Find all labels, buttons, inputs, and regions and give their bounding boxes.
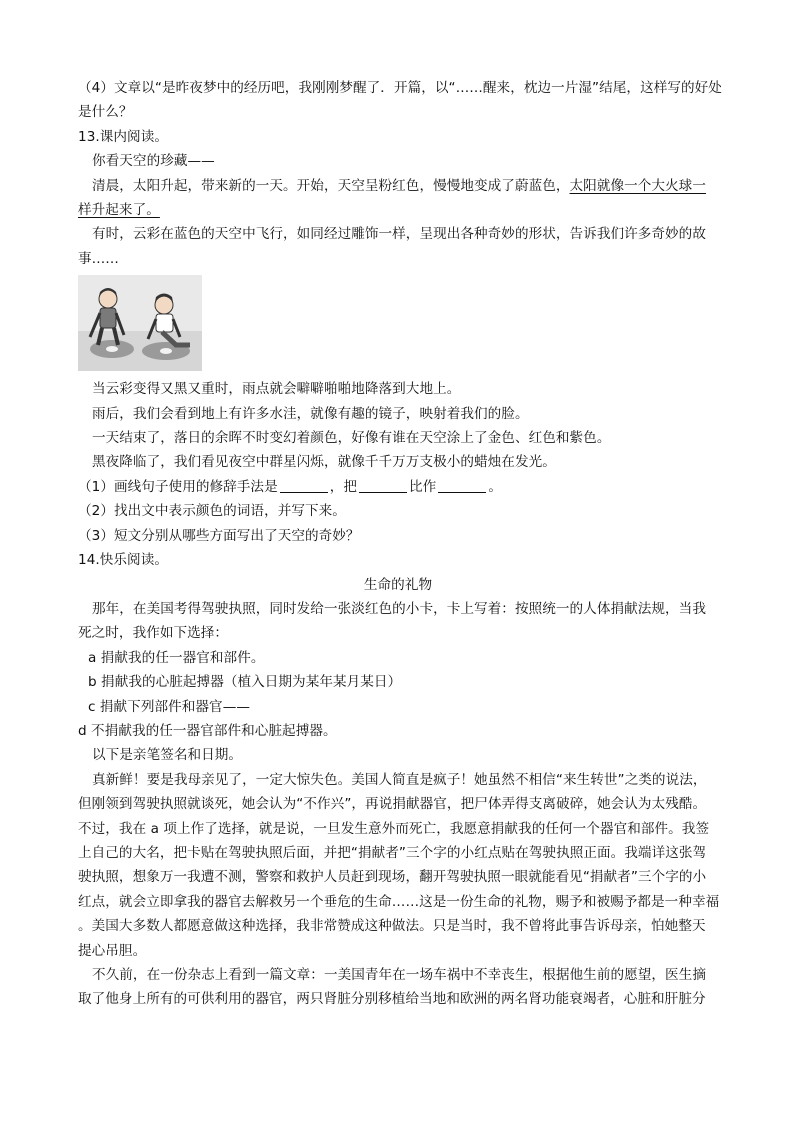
q14-para2-line3: 不过，我在 a 项上作了选择，就是说，一旦发生意外而死亡，我愿意捐献我的任何一个器官和部件。我签 [78,820,710,837]
q13-question1 [78,475,718,499]
q14-title: 生命的礼物 [363,576,433,593]
q12-4-line2: 是什么？ [78,104,133,121]
q14-signature-line: 以下是亲笔签名和日期。 [92,747,243,764]
q13-para1-cont [78,198,718,222]
q13-para6: 黑夜降临了，我们看见夜空中群星闪烁，就像千千万万支极小的蜡烛在发光。 [92,454,556,471]
q13-question3: （3）短文分别从哪些方面写出了天空的奇妙？ [78,527,360,544]
q13-question2: （2）找出文中表示颜色的词语，并写下来。 [78,503,346,520]
q13-para1-text: 清晨，太阳升起，带来新的一天。开始，天空呈粉红色，慢慢地变成了蔚蓝色， [92,177,570,194]
worksheet-page [78,76,722,1012]
q14-option-b: b 捐献我的心脏起搏器（植入日期为某年某月某日） [88,674,402,691]
q13-q1-text-b: ，把 [329,478,358,495]
answer-blank-1[interactable] [280,478,328,493]
answer-blank-2[interactable] [359,478,407,493]
q13-para1 [78,174,718,198]
q14-para2-line5: 驶执照，想象万一我遭不测，警察和救护人员赶到现场，翻开驾驶执照一眼就能看见“捐献者”三个字的小 [78,869,707,886]
q13-q1-text-c: 比作 [409,478,437,495]
q14-option-a: a 捐献我的任一器官和部件。 [88,649,265,666]
q13-para2-line1: 有时，云彩在蓝色的天空中飞行，如同经过雕饰一样，呈现出各种奇妙的形状，告诉我们许多奇妙的故 [92,226,706,243]
q12-4-line1: （4）文章以“是昨夜梦中的经历吧，我刚刚梦醒了．开篇，以“……醒来，枕边一片湿”结尾，这样写的好处 [78,80,722,96]
q14-para2-line1: 真新鲜！要是我母亲见了，一定大惊失色。美国人简直是疯子！她虽然不相信“来生转世”之类的说法， [92,771,707,788]
q14-option-c: c 捐献下列部件和器官—— [88,698,250,715]
illustration-svg [78,275,202,371]
q14-para3-line1: 不久前，在一份杂志上看到一篇文章：一美国青年在一场车祸中不幸丧生，根据他生前的愿望，医生摘 [92,967,706,983]
underlined-sentence-part1: 太阳就像一个大火球一 [569,177,706,194]
q14-para2-line4: 上自己的大名，把卡贴在驾驶执照后面，并把“捐献者”三个字的小红点贴在驾驶执照正面。我端详这张驾 [78,844,707,861]
q13-para5: 一天结束了，落日的余晖不时变幻着颜色，好像有谁在天空涂上了金色、红色和紫色。 [92,430,611,447]
q13-title: 你看天空的珍藏—— [92,153,215,170]
q13-heading: 13.课内阅读。 [78,128,168,145]
q13-para2-line2: 事…… [78,250,119,267]
q14-para1-line2: 死之时，我作如下选择： [78,625,229,642]
q14-heading: 14.快乐阅读。 [78,552,168,569]
q14-para2-line7: 。美国大多数人都愿意做这种选择，我非常赞成这种做法。只是当时，我不曾将此事告诉母亲，怕她整天 [78,918,706,935]
q13-para3: 当云彩变得又黑又重时，雨点就会噼噼啪啪地降落到大地上。 [92,381,461,398]
q14-para2-line6: 红点，就会立即拿我的器官去解救另一个垂危的生命……这是一份生命的礼物，赐予和被赐予都是一种幸福 [78,893,720,910]
q14-option-d: d 不捐献我的任一器官部件和心脏起搏器。 [78,722,337,739]
q14-para3-line2: 取了他身上所有的可供利用的器官，两只肾脏分别移植给当地和欧洲的两名肾功能衰竭者，心脏和肝脏分 [78,991,706,1008]
q13-q1-text-a: （1）画线句子使用的修辞手法是 [78,478,278,495]
q13-q1-text-d: 。 [488,478,502,495]
q14-para2-line8: 提心吊胆。 [78,942,147,959]
q13-para4: 雨后，我们会看到地上有许多水洼，就像有趣的镜子，映射着我们的脸。 [92,405,529,422]
answer-blank-3[interactable] [438,478,486,493]
underlined-sentence-part2: 样升起来了。 [78,202,160,219]
q14-para2-line2: 但刚领到驾驶执照就谈死，她会认为“不作兴”，再说捐献器官，把尸体弄得支离破碎，她会认为太残酷。 [78,796,707,813]
children-puddle-illustration [78,275,202,371]
q14-para1-line1: 那年，在美国考得驾驶执照，同时发给一张淡红色的小卡，卡上写着：按照统一的人体捐献法规，当我 [92,600,706,617]
